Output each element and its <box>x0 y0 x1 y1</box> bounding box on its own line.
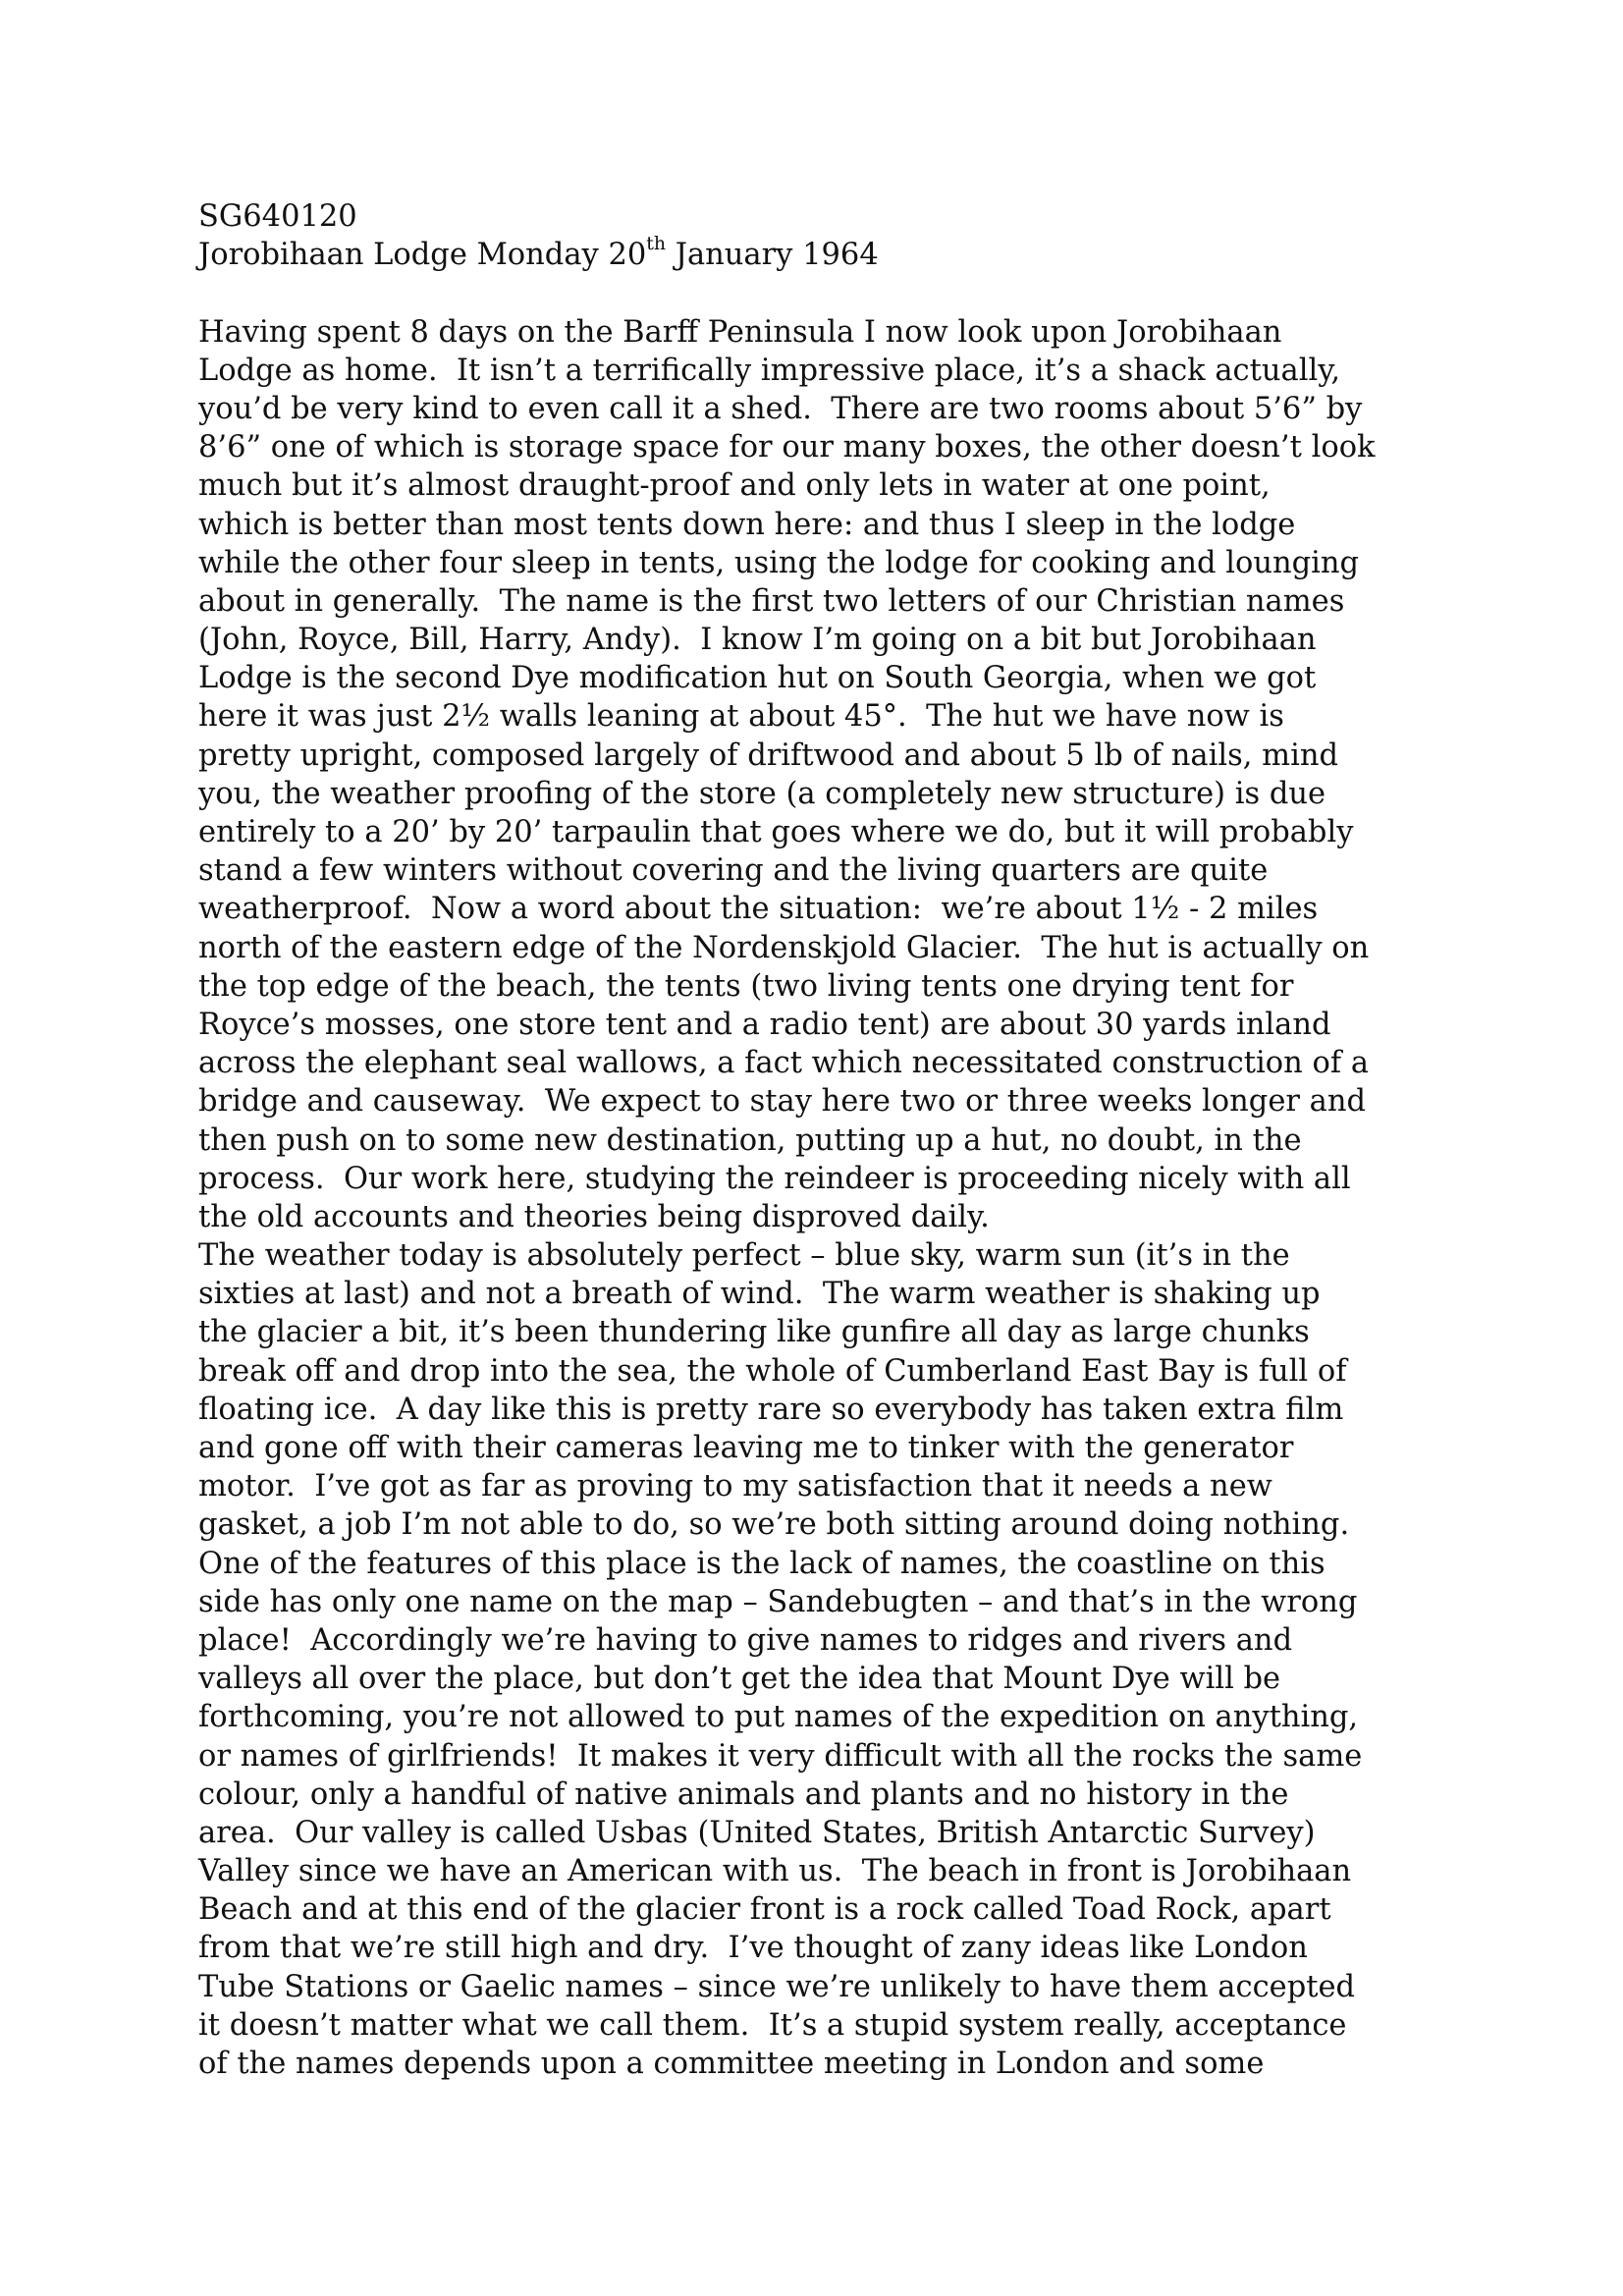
text-line: north of the eastern edge of the Nordenskjold Glacier. The hut is actually on <box>198 930 1370 965</box>
document-reference: SG640120 <box>198 199 357 234</box>
text-line: then push on to some new destination, putting up a hut, no doubt, in the <box>198 1122 1302 1158</box>
text-line: entirely to a 20’ by 20’ tarpaulin that goes where we do, but it will probably <box>198 815 1354 849</box>
paragraph-spacer <box>198 274 1475 312</box>
text-line: process. Our work here, studying the reindeer is proceeding nicely with all <box>198 1161 1351 1196</box>
text-line: gasket, a job I’m not able to do, so we’re both sitting around doing nothing. <box>198 1507 1350 1543</box>
text-line: pretty upright, composed largely of driftwood and about 5 lb of nails, mind <box>198 738 1339 773</box>
text-line: across the elephant seal wallows, a fact which necessitated construction of a <box>198 1046 1370 1081</box>
text-line: Tube Stations or Gaelic names – since we’re unlikely to have them accepted <box>198 1969 1356 2004</box>
text-line: about in generally. The name is the first two letters of our Christian names <box>198 583 1345 619</box>
text-line: side has only one name on the map – Sandebugten – and that’s in the wrong <box>198 1584 1358 1619</box>
journal-text <box>198 313 1475 2084</box>
text-line: you, the weather proofing of the store (a completely new structure) is due <box>198 776 1326 811</box>
text-line: and gone off with their cameras leaving me to tinker with the generator <box>198 1431 1294 1465</box>
text-line: place! Accordingly we’re having to give names to ridges and rivers and <box>198 1622 1293 1658</box>
text-line: Having spent 8 days on the Barff Peninsula I now look upon Jorobihaan <box>198 314 1282 350</box>
text-line: here it was just 2½ walls leaning at about 45°. The hut we have now is <box>198 699 1284 735</box>
heading-date-suffix: January 1964 <box>666 238 879 273</box>
text-line: from that we’re still high and dry. I’ve thought of zany ideas like London <box>198 1931 1308 1966</box>
text-line: motor. I’ve got as far as proving to my satisfaction that it needs a new <box>198 1469 1272 1504</box>
text-line: much but it’s almost draught-proof and only lets in water at one point, <box>198 468 1271 504</box>
text-line: One of the features of this place is the lack of names, the coastline on this <box>198 1546 1325 1581</box>
text-line: 8’6” one of which is storage space for our many boxes, the other doesn’t look <box>198 430 1376 465</box>
document-body <box>198 197 1475 2083</box>
text-line: area. Our valley is called Usbas (United States, British Antarctic Survey) <box>198 1815 1316 1850</box>
text-line: which is better than most tents down here: and thus I sleep in the lodge <box>198 507 1296 542</box>
text-line: the old accounts and theories being disproved daily. <box>198 1199 990 1234</box>
text-line: Lodge is the second Dye modification hut on South Georgia, when we got <box>198 661 1317 696</box>
text-line: forthcoming, you’re not allowed to put names of the expedition on anything, <box>198 1700 1359 1735</box>
text-line: valleys all over the place, but don’t get the idea that Mount Dye will be <box>198 1662 1281 1697</box>
text-line: colour, only a handful of native animals and plants and no history in the <box>198 1777 1289 1812</box>
text-line: sixties at last) and not a breath of wind. The warm weather is shaking up <box>198 1277 1321 1312</box>
text-line: (John, Royce, Bill, Harry, Andy). I know I’m going on a bit but Jorobihaan <box>198 623 1317 658</box>
entry-heading <box>198 233 1475 274</box>
heading-ordinal-suffix: th <box>646 233 667 255</box>
text-line: it doesn’t matter what we call them. It’s a stupid system really, acceptance <box>198 2007 1347 2043</box>
text-line: weatherproof. Now a word about the situation: we’re about 1½ - 2 miles <box>198 892 1319 927</box>
text-line: the top edge of the beach, the tents (two living tents one drying tent for <box>198 968 1294 1004</box>
text-line: Lodge as home. It isn’t a terrifically impressive place, it’s a shack actually, <box>198 353 1341 388</box>
heading-date-prefix: Jorobihaan Lodge Monday 20 <box>198 238 647 273</box>
text-line: bridge and causeway. We expect to stay here two or three weeks longer and <box>198 1084 1367 1120</box>
text-line: The weather today is absolutely perfect – blue sky, warm sun (it’s in the <box>198 1238 1290 1274</box>
text-line: floating ice. A day like this is pretty rare so everybody has taken extra film <box>198 1392 1344 1427</box>
text-line: you’d be very kind to even call it a shed. There are two rooms about 5’6” by <box>198 391 1363 426</box>
text-line: stand a few winters without covering and the living quarters are quite <box>198 853 1269 889</box>
text-line: Royce’s mosses, one store tent and a radio tent) are about 30 yards inland <box>198 1007 1331 1042</box>
text-line: of the names depends upon a committee meeting in London and some <box>198 2047 1265 2081</box>
text-line: Beach and at this end of the glacier front is a rock called Toad Rock, apart <box>198 1892 1331 1928</box>
text-line: break off and drop into the sea, the whole of Cumberland East Bay is full of <box>198 1353 1347 1389</box>
text-line: the glacier a bit, it’s been thundering like gunfire all day as large chunks <box>198 1315 1310 1350</box>
text-line: while the other four sleep in tents, using the lodge for cooking and lounging <box>198 545 1360 580</box>
text-line: Valley since we have an American with us. The beach in front is Jorobihaan <box>198 1854 1352 1889</box>
text-line: or names of girlfriends! It makes it very difficult with all the rocks the same <box>198 1738 1363 1774</box>
